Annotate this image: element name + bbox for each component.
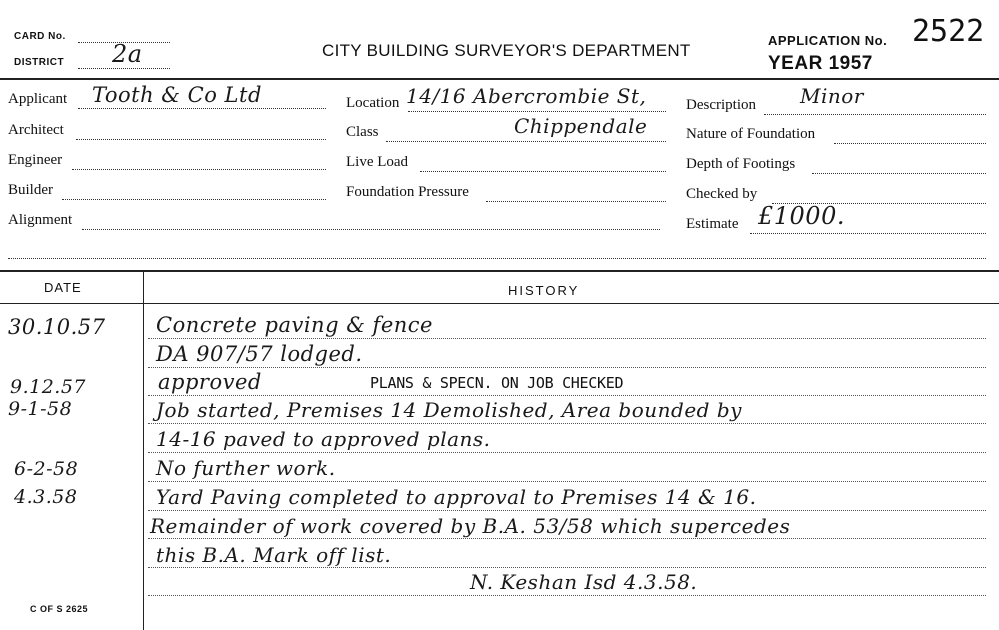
applicant-label: Applicant — [8, 91, 68, 107]
date-entry: 9-1-58 — [8, 398, 73, 420]
architect-line — [76, 139, 326, 140]
history-line: 14-16 paved to approved plans. — [156, 427, 491, 451]
signature-line: N. Keshan Isd 4.3.58. — [470, 570, 698, 594]
live-load-label: Live Load — [346, 154, 409, 170]
applicant-line — [78, 108, 326, 109]
date-entry: 9.12.57 — [10, 376, 87, 398]
checked-by-label: Checked by — [686, 186, 758, 202]
builder-line — [62, 199, 326, 200]
date-entry: 30.10.57 — [8, 315, 106, 339]
district-line — [78, 68, 170, 69]
ruled-line — [148, 452, 986, 453]
history-header: HISTORY — [508, 283, 580, 298]
history-line: Remainder of work covered by B.A. 53/58 which supercedes — [150, 514, 791, 538]
description-label: Description — [686, 97, 756, 113]
ruled-line — [148, 510, 986, 511]
extra-field-line — [8, 258, 986, 259]
ruled-line — [148, 395, 986, 396]
job-checked-stamp: PLANS & SPECN. ON JOB CHECKED — [370, 374, 624, 392]
location-value: 14/16 Abercrombie St, — [406, 84, 647, 108]
date-entry: 4.3.58 — [14, 486, 78, 508]
builder-label: Builder — [8, 182, 53, 198]
district-value: 2a — [112, 40, 143, 68]
history-line: DA 907/57 lodged. — [156, 342, 363, 366]
class-label: Class — [346, 124, 379, 140]
estimate-value: £1000. — [758, 202, 845, 230]
ruled-line — [148, 538, 986, 539]
history-line: No further work. — [156, 456, 336, 480]
architect-label: Architect — [8, 122, 64, 138]
history-line: approved — [158, 370, 262, 394]
ruled-line — [148, 567, 986, 568]
alignment-label: Alignment — [8, 212, 73, 228]
ruled-line — [148, 338, 986, 339]
card-no-label: CARD No. — [14, 31, 66, 42]
history-line: this B.A. Mark off list. — [156, 543, 392, 567]
history-line: Concrete paving & fence — [156, 313, 433, 337]
ruled-line — [148, 595, 986, 596]
form-code: C OF S 2625 — [30, 604, 89, 614]
nature-foundation-label: Nature of Foundation — [686, 126, 816, 142]
live-load-line — [420, 171, 666, 172]
location-label: Location — [346, 95, 400, 111]
location-line — [408, 111, 666, 112]
description-value: Minor — [800, 84, 864, 108]
depth-footings-line — [812, 173, 986, 174]
table-header-divider — [0, 303, 999, 304]
header-divider — [0, 78, 999, 80]
ruled-line — [148, 367, 986, 368]
application-no: 2522 — [912, 14, 985, 49]
table-top-border — [0, 270, 999, 272]
history-line: Job started, Premises 14 Demolished, Area bounded by — [156, 398, 742, 422]
applicant-value: Tooth & Co Ltd — [92, 83, 262, 107]
foundation-pressure-label: Foundation Pressure — [346, 184, 469, 200]
depth-footings-label: Depth of Footings — [686, 156, 796, 172]
department-title: CITY BUILDING SURVEYOR'S DEPARTMENT — [322, 41, 691, 60]
district-label: DISTRICT — [14, 57, 65, 68]
ruled-line — [148, 481, 986, 482]
date-entry: 6-2-58 — [14, 458, 79, 480]
foundation-pressure-line — [486, 201, 666, 202]
class-value: Chippendale — [514, 114, 648, 138]
estimate-line — [750, 233, 986, 234]
engineer-line — [72, 169, 326, 170]
description-line — [764, 114, 986, 115]
alignment-line — [82, 229, 660, 230]
nature-foundation-line — [834, 143, 986, 144]
engineer-label: Engineer — [8, 152, 63, 168]
ruled-line — [148, 423, 986, 424]
history-line: Yard Paving completed to approval to Premises 14 & 16. — [156, 485, 757, 509]
class-line — [386, 141, 666, 142]
application-no-label: APPLICATION No. — [768, 33, 888, 48]
year-label: YEAR 1957 — [768, 53, 873, 74]
date-column-divider — [143, 270, 144, 630]
estimate-label: Estimate — [686, 216, 739, 232]
date-header: DATE — [44, 280, 82, 295]
